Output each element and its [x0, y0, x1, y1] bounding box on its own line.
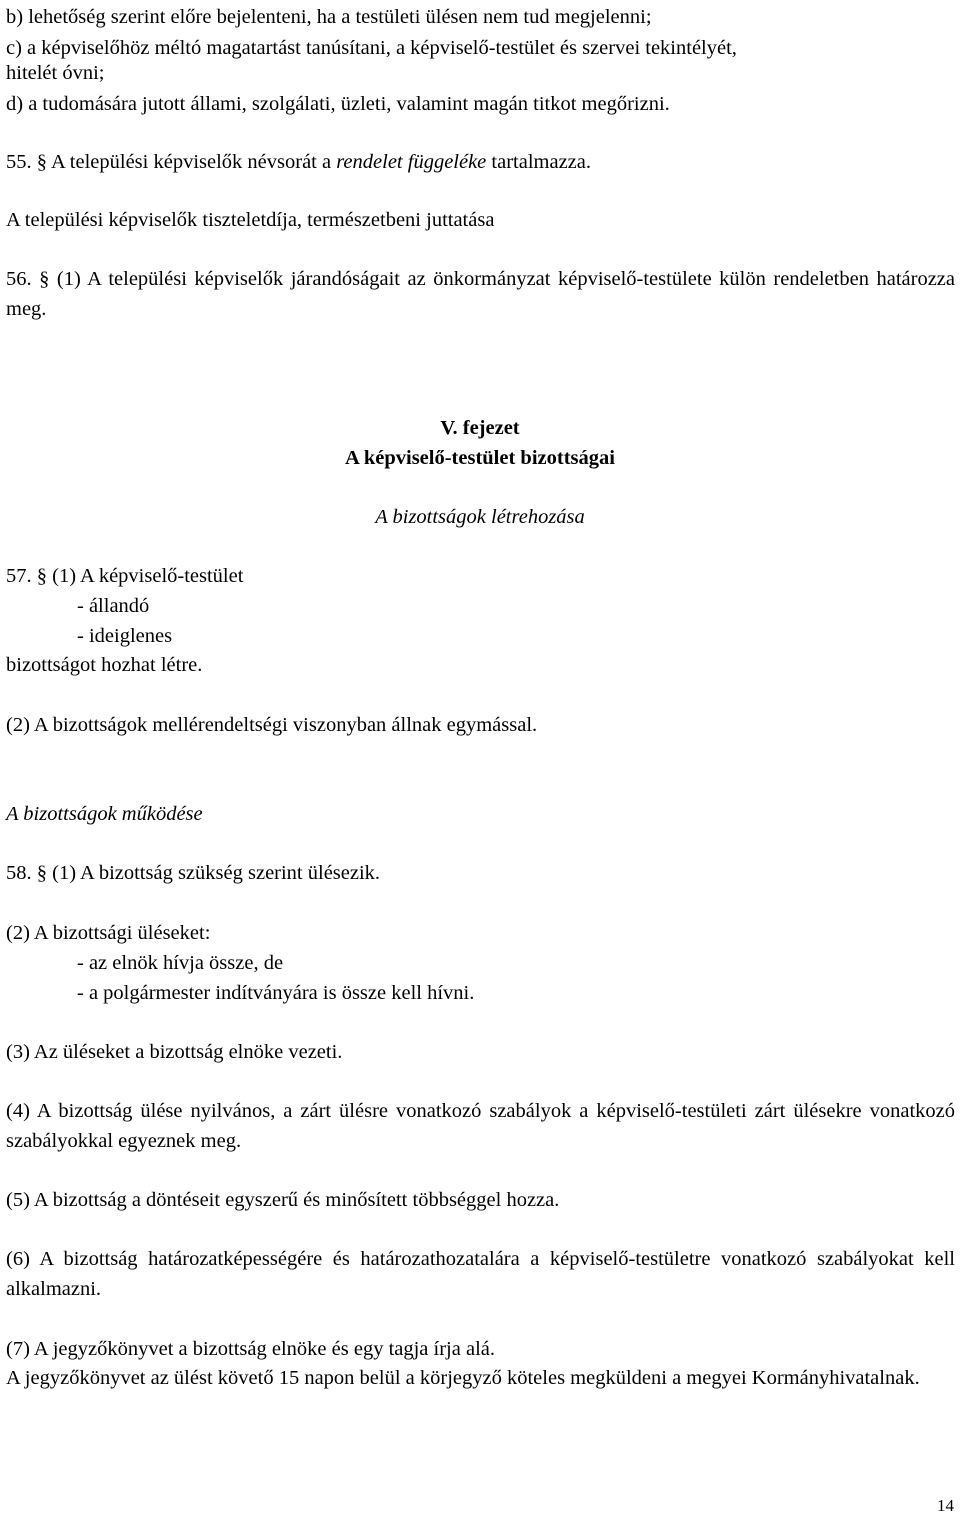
section-58-p3: (3) Az üléseket a bizottság elnöke vezeti. [6, 1041, 343, 1063]
section-58-p6: (6) A bizottság határozatképességére és határozathozatalára a képviselő-testületre vonatkozó szabályokat kell alkalmazni. [6, 1248, 955, 1300]
section-58-p7a: (7) A jegyzőkönyvet a bizottság elnöke és egy tagja írja alá. [6, 1338, 495, 1360]
chapter-number: V. fejezet [440, 417, 520, 439]
chapter-subtitle: A bizottságok létrehozása [375, 506, 585, 528]
heading-honorarium: A települési képviselők tiszteletdíja, természetbeni juttatása [6, 209, 495, 231]
section-55-suffix: tartalmazza. [486, 151, 591, 173]
heading-operation: A bizottságok működése [6, 803, 203, 825]
section-58-p4: (4) A bizottság ülése nyilvános, a zárt ülésre vonatkozó szabályok a képviselő-testületi zárt ülésekre vonatkozó szabályokkal egyeznek meg. [6, 1100, 955, 1152]
page-number: 14 [937, 1496, 954, 1515]
text-line-d: d) a tudomására jutott állami, szolgálati, üzleti, valamint magán titkot megőrizni. [6, 93, 670, 115]
section-58-p1: 58. § (1) A bizottság szükség szerint ülésezik. [6, 862, 381, 884]
section-58-p5: (5) A bizottság a döntéseit egyszerű és minősített többséggel hozza. [6, 1189, 560, 1211]
section-57-item-permanent: - állandó [77, 595, 150, 617]
section-55 [6, 150, 591, 174]
section-55-prefix: 55. § A települési képviselők névsorát a [6, 151, 337, 173]
section-56: 56. § (1) A települési képviselők járandóságait az önkormányzat képviselő-testülete külön rendeletben határozza meg. [6, 268, 955, 320]
chapter-title: A képviselő-testület bizottságai [345, 447, 615, 469]
section-58-p2-intro: (2) A bizottsági üléseket: [6, 922, 211, 944]
text-line-c: c) a képviselőhöz méltó magatartást tanúsítani, a képviselő-testület és szervei tekintélyét, [6, 37, 737, 59]
section-58-p2-item-chair: - az elnök hívja össze, de [77, 952, 284, 974]
section-55-italic: rendelet függeléke [336, 151, 487, 173]
section-58-p7b: A jegyzőkönyvet az ülést követő 15 napon belül a körjegyző köteles megküldeni a megyei Kormányhivatalnak. [6, 1367, 920, 1389]
section-57-item-temporary: - ideiglenes [77, 625, 173, 647]
text-line-c-cont: hitelét óvni; [6, 62, 105, 84]
text-line-b: b) lehetőség szerint előre bejelenteni, ha a testületi ülésen nem tud megjelenni; [6, 6, 652, 28]
section-57-intro: 57. § (1) A képviselő-testület [6, 565, 244, 587]
section-58-p2-item-mayor: - a polgármester indítványára is össze kell hívni. [77, 982, 475, 1004]
section-57-end: bizottságot hozhat létre. [6, 654, 203, 676]
section-57-p2: (2) A bizottságok mellérendeltségi viszonyban állnak egymással. [6, 714, 538, 736]
